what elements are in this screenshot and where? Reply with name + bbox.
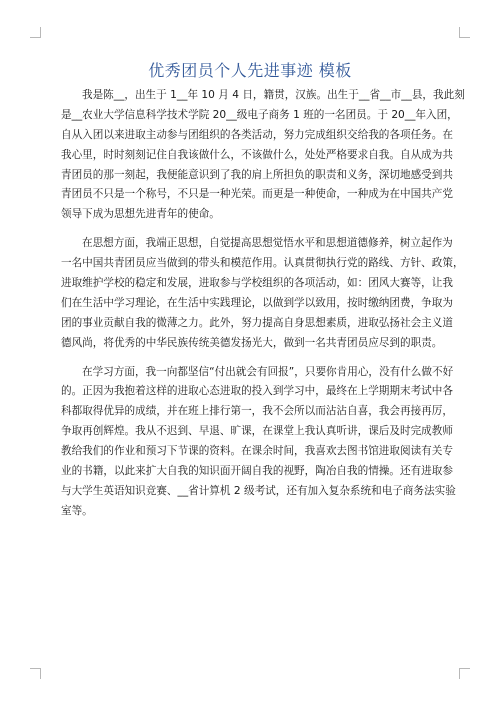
text-line: 德风尚，将优秀的中华民族传统美德发扬光大，做到一名共青团员应尽到的职责。 (61, 336, 443, 349)
text-line: 们在生活中学习理论，在生活中实践理论，以做到学以致用，按时缴纳团费，争取为 (61, 296, 453, 309)
text-line: 青团员的那一刻起，我便能意识到了我的肩上所担负的职责和义务，深切地感受到共 (61, 168, 453, 181)
paragraph-ideology (61, 234, 464, 353)
text-line: 教给我们的作业和预习下节课的资料。在课余时间，我喜欢去图书馆进取阅读有关专 (61, 445, 453, 458)
text-line: 是__农业大学信息科学技术学院 20__级电子商务 1 班的一名团员。于 20__年入团， (61, 108, 458, 121)
text-line: 自从入团以来进取主动参与团组织的各类活动，努力完成组织交给我的各项任务。在 (61, 128, 453, 141)
text-line: 争取再创辉煌。我从不迟到、早退、旷课，在课堂上我认真听讲，课后及时完成教师 (61, 425, 453, 438)
text-line: 室等。 (61, 504, 93, 517)
crop-mark-top-right (459, 27, 470, 38)
document-body (61, 86, 465, 522)
text-line: 团的事业贡献自我的微薄之力。此外，努力提高自身思想素质，进取弘扬社会主义道 (61, 316, 453, 329)
text-line: 进取维护学校的稳定和发展，进取参与学校组织的各项活动，如：团风大赛等，让我 (61, 277, 453, 290)
crop-mark-bottom-left (30, 668, 41, 679)
text-line: 业的书籍，以此来扩大自我的知识面开阔自我的视野，陶冶自我的情操。还有进取参 (61, 465, 453, 478)
text-line: 一名中国共青团员应当做到的带头和模范作用。认真贯彻执行党的路线、方针、政策， (61, 257, 464, 270)
text-line: 我心里，时时刻刻记住自我该做什么，不该做什么，处处严格要求自我。自从成为共 (61, 148, 453, 161)
text-line: 在思想方面，我端正思想，自觉提高思想觉悟水平和思想道德修养，树立起作为 (82, 237, 453, 250)
crop-mark-bottom-right (459, 668, 470, 679)
crop-mark-top-left (30, 27, 41, 38)
text-line: 与大学生英语知识竞赛、__省计算机 2 级考试，还有加入复杂系统和电子商务法实验 (61, 484, 456, 497)
text-line: 科都取得优异的成绩，并在班上排行第一，我不会所以而沾沾自喜，我会再接再厉， (61, 405, 453, 418)
text-line: 的。正因为我抱着这样的进取心态进取的投入到学习中，最终在上学期期末考试中各 (61, 385, 453, 398)
text-line: 青团员不只是一个称号，不只是一种光荣。而更是一种使命，一种成为在中国共产党 (61, 188, 453, 201)
text-line: 在学习方面，我一向都坚信“付出就会有回报”，只要你肯用心，没有什么做不好 (82, 365, 454, 378)
text-line: 我是陈__，出生于 1__年 10 月 4 日，籍贯，汉族。出生于__省__市__县，我此刻 (82, 89, 465, 101)
document-title: 优秀团员个人先进事迹 模板 (148, 61, 352, 80)
paragraph-study (61, 363, 456, 522)
text-line: 领导下成为思想先进青年的使命。 (61, 208, 220, 221)
paragraph-intro (61, 86, 465, 225)
